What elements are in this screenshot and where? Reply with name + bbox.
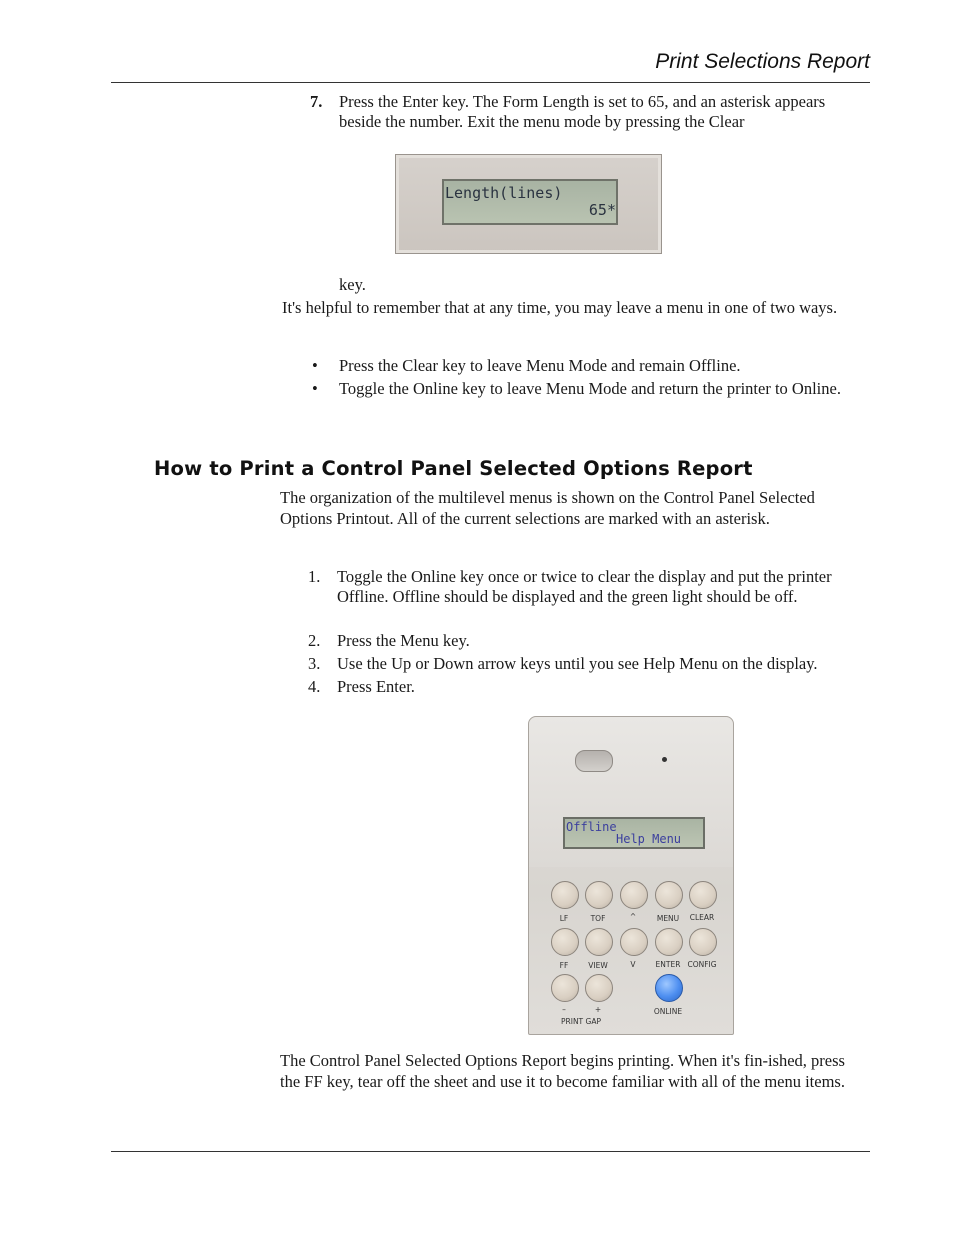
- step-number: 2.: [308, 631, 321, 650]
- minus-key-label: –: [562, 1005, 566, 1014]
- step-text: Toggle the Online key once or twice to clear the display and put the printer Offline. Offline should be displayed and the green light should be off.: [337, 567, 832, 606]
- step-text: Press the Menu key.: [337, 631, 470, 650]
- print-gap-label: PRINT GAP: [561, 1017, 601, 1026]
- gap-minus-key: [551, 974, 579, 1002]
- panel-lcd-line-1: Offline: [566, 820, 617, 834]
- enter-key: [655, 928, 683, 956]
- step-text: Press Enter.: [337, 677, 415, 696]
- lcd-screen: [442, 179, 618, 225]
- menu-exit-intro: It's helpful to remember that at any time, you may leave a menu in one of two ways.: [282, 298, 838, 317]
- online-key-label: ONLINE: [653, 1007, 683, 1016]
- panel-lcd-line-2: Help Menu: [616, 832, 682, 846]
- config-key-label: CONFIG: [687, 960, 717, 969]
- online-key: [655, 974, 683, 1002]
- control-panel-photo: [528, 716, 734, 1035]
- indicator-lens: [575, 750, 613, 772]
- view-key-label: VIEW: [588, 961, 608, 970]
- lcd-line-1: Length(lines): [445, 184, 563, 202]
- step-number: 1.: [308, 567, 321, 586]
- header-rule: [111, 82, 870, 83]
- tof-key: [585, 881, 613, 909]
- section-heading: How to Print a Control Panel Selected Options Report: [154, 457, 753, 480]
- lcd-display-photo: [395, 154, 662, 254]
- step-number: 7.: [310, 92, 323, 111]
- step-text: Use the Up or Down arrow keys until you see Help Menu on the display.: [337, 654, 818, 673]
- config-key: [689, 928, 717, 956]
- step-7-continuation: key.: [339, 275, 366, 294]
- ff-key-label: FF: [559, 961, 569, 970]
- step-text: Press the Enter key. The Form Length is set to 65, and an asterisk appears beside the number. Exit the menu mode by pressing the Clear: [339, 92, 826, 131]
- section-intro: The organization of the multilevel menus is shown on the Control Panel Selected Options Printout. All of the current selections are marked with an asterisk.: [280, 488, 815, 528]
- status-led: [662, 757, 667, 762]
- lf-key-label: LF: [559, 914, 569, 923]
- clear-key-label: CLEAR: [689, 913, 715, 922]
- tof-key-label: TOF: [590, 914, 606, 923]
- step-number: 4.: [308, 677, 321, 696]
- bullet-text: Press the Clear key to leave Menu Mode and remain Offline.: [339, 356, 741, 375]
- menu-key: [655, 881, 683, 909]
- panel-lcd-screen: [563, 817, 705, 849]
- lcd-line-2: 65*: [588, 201, 616, 219]
- footer-rule: [111, 1151, 870, 1152]
- closing-paragraph: The Control Panel Selected Options Report begins printing. When it's fin-ished, press the FF key, tear off the sheet and use it to become familiar with all of the menu items.: [280, 1051, 845, 1091]
- down-arrow-key: [620, 928, 648, 956]
- bullet-text: Toggle the Online key to leave Menu Mode and return the printer to Online.: [339, 379, 841, 398]
- up-key-label: ^: [629, 912, 637, 921]
- gap-plus-key: [585, 974, 613, 1002]
- ff-key: [551, 928, 579, 956]
- bullet-mark: •: [312, 356, 318, 375]
- up-arrow-key: [620, 881, 648, 909]
- clear-key: [689, 881, 717, 909]
- menu-key-label: MENU: [656, 914, 680, 923]
- step-number: 3.: [308, 654, 321, 673]
- running-head-title: Print Selections Report: [655, 50, 870, 73]
- bullet-mark: •: [312, 379, 318, 398]
- plus-key-label: +: [594, 1005, 602, 1014]
- view-key: [585, 928, 613, 956]
- enter-key-label: ENTER: [655, 960, 681, 969]
- down-key-label: V: [630, 960, 636, 969]
- lf-key: [551, 881, 579, 909]
